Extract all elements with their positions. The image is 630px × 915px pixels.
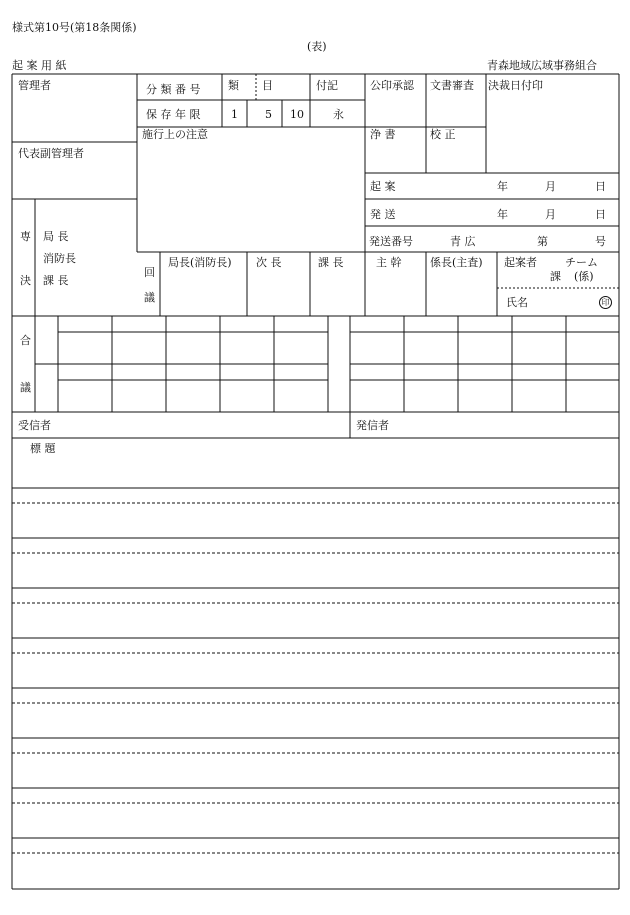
manager-label: 管理者 bbox=[18, 79, 51, 92]
class-rui-label: 類 bbox=[228, 79, 239, 92]
retention-label: 保 存 年 限 bbox=[146, 108, 201, 121]
kessai-label: 決 bbox=[20, 274, 31, 287]
form-side: (表) bbox=[307, 40, 327, 53]
notes-label: 施行上の注意 bbox=[142, 128, 208, 141]
retention-value-10: 10 bbox=[290, 108, 304, 121]
official-seal-approval-label: 公印承認 bbox=[370, 79, 414, 92]
class-fuki-label: 付記 bbox=[316, 79, 338, 92]
dispatch-number-label: 発送番号 bbox=[369, 235, 413, 248]
document-review-label: 文書審査 bbox=[430, 79, 474, 92]
bureau-chief-label: 局 長 bbox=[43, 230, 69, 243]
sent-label: 発 送 bbox=[370, 208, 396, 221]
sent-month: 月 bbox=[545, 208, 556, 221]
ao-ko-label: 青 広 bbox=[450, 235, 476, 248]
retention-value-1: 1 bbox=[231, 108, 238, 121]
ka-label: 課 bbox=[550, 270, 561, 283]
drafted-month: 月 bbox=[545, 180, 556, 193]
consultation-gi-label: 議 bbox=[20, 381, 31, 394]
recipient-label: 受信者 bbox=[18, 419, 51, 432]
retention-value-permanent: 永 bbox=[333, 108, 344, 121]
deputy-manager-label: 代表副管理者 bbox=[18, 147, 84, 160]
form-number: 様式第10号(第18条関係) bbox=[12, 21, 137, 34]
sent-day: 日 bbox=[595, 208, 606, 221]
drafted-day: 日 bbox=[595, 180, 606, 193]
retention-value-5: 5 bbox=[265, 108, 272, 121]
kakari-label: (係) bbox=[574, 270, 594, 283]
proofreading-label: 校 正 bbox=[430, 128, 456, 141]
team-label: チーム bbox=[565, 256, 598, 269]
ai-label: 合 bbox=[20, 334, 31, 347]
fire-chief-label: 消防長 bbox=[43, 252, 76, 265]
sent-year: 年 bbox=[497, 208, 508, 221]
classification-label: 分 類 番 号 bbox=[146, 83, 201, 96]
gi-label: 議 bbox=[144, 291, 155, 304]
drafted-year: 年 bbox=[497, 180, 508, 193]
go-label: 号 bbox=[595, 235, 606, 248]
drafter-label: 起案者 bbox=[504, 256, 537, 269]
organization-name: 青森地域広域事務組合 bbox=[487, 59, 597, 72]
clean-copy-label: 浄 書 bbox=[370, 128, 396, 141]
deputy-label: 次 長 bbox=[256, 256, 282, 269]
senmon-label: 専 bbox=[20, 230, 31, 243]
form-title: 起 案 用 紙 bbox=[12, 59, 67, 72]
sender-label: 発信者 bbox=[356, 419, 389, 432]
seal-mark-icon: 印 bbox=[599, 296, 612, 309]
decision-date-stamp-label: 決裁日付印 bbox=[488, 79, 543, 92]
unit-chief-label: 係長(主査) bbox=[430, 256, 483, 269]
section-chief-label: 課 長 bbox=[43, 274, 69, 287]
circulation-section-chief-label: 課 長 bbox=[318, 256, 344, 269]
kai-label: 回 bbox=[144, 266, 155, 279]
dai-label: 第 bbox=[537, 235, 548, 248]
supervisor-label: 主 幹 bbox=[376, 256, 402, 269]
drafted-label: 起 案 bbox=[370, 180, 396, 193]
class-moku-label: 目 bbox=[262, 79, 273, 92]
name-label: 氏名 bbox=[506, 296, 528, 309]
bureau-chief-fire-label: 局長(消防長) bbox=[168, 256, 232, 269]
subject-label: 標 題 bbox=[30, 442, 56, 455]
